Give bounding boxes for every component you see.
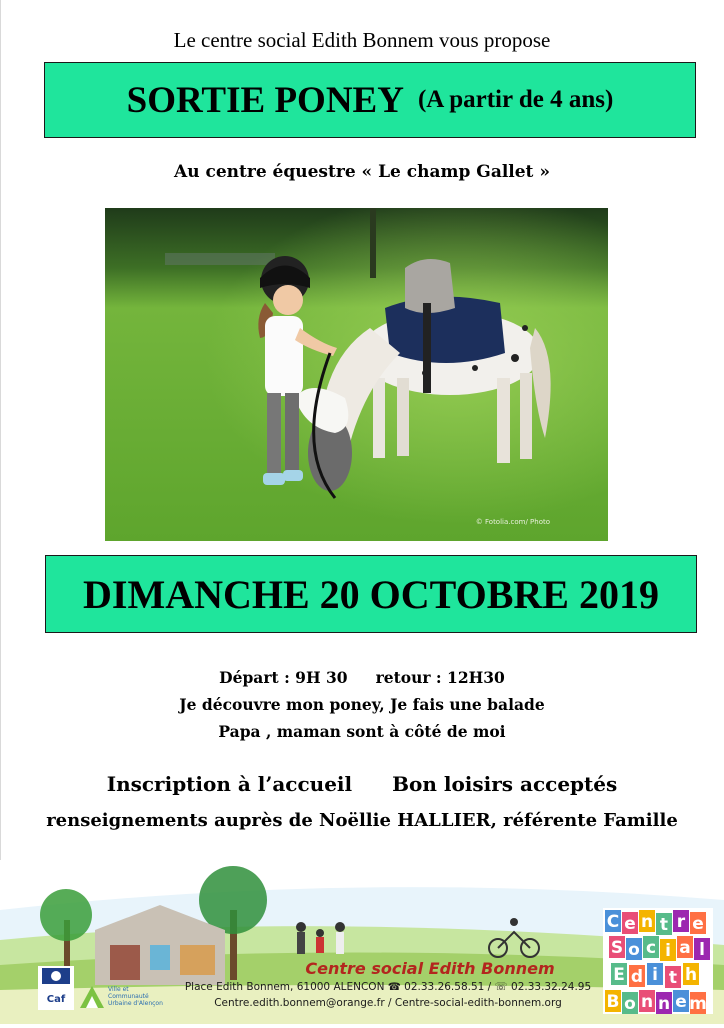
caf-logo-text: Caf	[46, 994, 66, 1005]
svg-text:e: e	[692, 914, 704, 934]
departure-time: Départ : 9H 30	[219, 668, 348, 687]
event-date: DIMANCHE 20 OCTOBRE 2019	[83, 571, 659, 617]
venue-text: Au centre équestre « Le champ Gallet »	[174, 162, 550, 182]
footer-web: Centre.edith.bonnem@orange.fr / Centre-social-edith-bonnem.org	[214, 997, 562, 1009]
inscription-line	[0, 772, 724, 796]
photo-watermark: © Fotolia.com/ Photo	[475, 518, 550, 526]
svg-text:c: c	[645, 938, 657, 958]
svg-text:m: m	[689, 994, 707, 1014]
bon-loisirs-text: Bon loisirs acceptés	[392, 772, 618, 796]
svg-text:o: o	[624, 994, 636, 1014]
svg-text:Urbaine d'Alençon: Urbaine d'Alençon	[108, 1000, 163, 1007]
svg-text:B: B	[606, 992, 620, 1012]
svg-text:l: l	[699, 940, 705, 960]
svg-text:a: a	[679, 938, 691, 958]
svg-text:E: E	[613, 965, 625, 985]
title-box	[44, 62, 696, 138]
svg-text:d: d	[630, 967, 644, 987]
svg-text:r: r	[676, 912, 686, 932]
inscription-text: Inscription à l’accueil	[106, 772, 353, 796]
svg-text:i: i	[665, 941, 671, 961]
svg-text:C: C	[606, 912, 620, 932]
details-line-2: Je découvre mon poney, Je fais une balade	[179, 695, 545, 714]
footer-address: Place Edith Bonnem, 61000 ALENCON ☎ 02.33.26.58.51 / ☏ 02.33.32.24.95	[184, 981, 592, 993]
svg-text:e: e	[675, 992, 687, 1012]
intro-text: Le centre social Edith Bonnem vous propose	[173, 28, 551, 52]
svg-text:o: o	[628, 940, 640, 960]
event-title: SORTIE PONEY	[126, 79, 404, 121]
svg-text:t: t	[668, 968, 678, 988]
contact-info: renseignements auprès de Noëllie HALLIER, référente Famille	[46, 810, 678, 831]
svg-text:i: i	[652, 965, 658, 985]
return-time: retour : 12H30	[375, 668, 505, 687]
svg-text:e: e	[624, 914, 636, 934]
svg-text:Ville et: Ville et	[108, 986, 129, 993]
centre-social-logo	[603, 908, 713, 1014]
footer-center-name: Centre social Edith Bonnem	[305, 959, 555, 978]
svg-text:n: n	[640, 992, 654, 1012]
svg-text:n: n	[640, 912, 654, 932]
caf-logo	[38, 966, 74, 1010]
svg-text:n: n	[657, 994, 671, 1014]
age-requirement: (A partir de 4 ans)	[417, 86, 614, 113]
svg-text:S: S	[610, 938, 624, 958]
svg-text:Communauté: Communauté	[108, 993, 149, 1000]
ville-alencon-logo	[78, 982, 163, 1010]
details-line-3: Papa , maman sont à côté de moi	[218, 722, 506, 741]
child-with-pony-photo	[105, 208, 608, 541]
svg-text:h: h	[684, 965, 698, 985]
event-details	[0, 664, 724, 745]
svg-text:t: t	[659, 915, 669, 935]
date-box	[45, 555, 697, 633]
